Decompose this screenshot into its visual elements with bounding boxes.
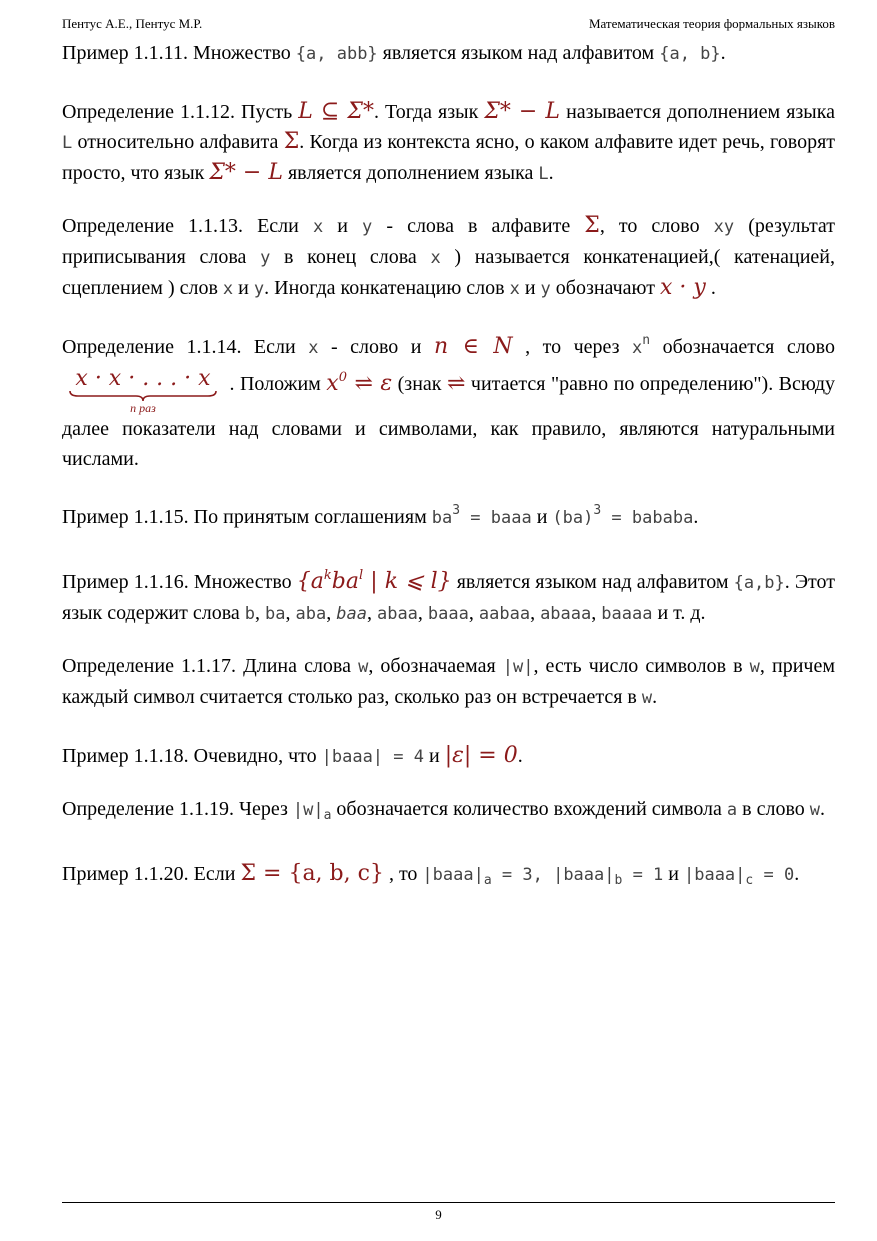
formula: n ∈ N xyxy=(433,334,513,359)
formula: Σ xyxy=(584,213,600,238)
formula: x · y xyxy=(659,275,706,300)
formula: Σ* − L xyxy=(484,99,561,124)
formula: |ε| = 0 xyxy=(444,743,518,768)
example-1-1-15: Пример 1.1.15. По принятым соглашениям $ba^3$ = baaa и (ba)$^3$ = bababa. xyxy=(62,503,699,528)
example-1-1-18: Пример 1.1.18. Очевидно, что |baaa| = 4 и |ε| = 0. xyxy=(62,743,523,768)
definition-1-1-12: Определение 1.1.12. Пусть L ⊆ Σ*. Тогда язык Σ* − L называется дополнением языка L относительно алфавита Σ. Когда из контекста ясно, о каком алфавите идет речь, говорят просто, что язык Σ* − L является дополнением языка L. xyxy=(62,99,836,185)
definition-1-1-14: Определение 1.1.14. Если x - слово и n ∈ N , то через $x^n$ обозначается слово x · x · . . . · x n раз . Положим $x^0$ ⇌ ε (знак ⇌ читается "равно по определению"). Всюду далее показатели над словами и символами, как правило, являются натуральными числами. xyxy=(62,333,836,470)
definition-1-1-13: Определение 1.1.13. Если x и y - слова в алфавите Σ, то слово xy (результат приписывания слова y в конец слова x ) называется конкатенацией,( катенацией, сцеплением ) слов x и y. Иногда конкатенацию слов x и y обозначают x · y . xyxy=(62,213,836,300)
example-1-1-11: Пример 1.1.11. Множество {a, abb} является языком над алфавитом {a, b}. xyxy=(62,42,726,64)
definition-1-1-17: Определение 1.1.17. Длина слова w, обозначаемая |w|, есть число символов в w, причем каждый символ считается столько раз, сколько раз он встречается в w. xyxy=(62,655,835,708)
underbrace-formula: x · x · . . . · x n раз xyxy=(68,368,218,414)
formula: {$a^kba^l$ | k ⩽ l} xyxy=(296,568,452,594)
header-authors: Пентус А.Е., Пентус М.Р. xyxy=(62,16,203,31)
formula: Σ = {a, b, c} xyxy=(240,861,384,886)
definition-1-1-19: Определение 1.1.19. Через $|w|_a$ обозначается количество вхождений символа a в слово w. xyxy=(62,798,826,823)
formula: ⇌ xyxy=(447,371,466,396)
example-1-1-20: Пример 1.1.20. Если Σ = {a, b, c} , то $|baaa|_a = 3$, $|baaa|_b = 1$ и $|baaa|_c = 0$. xyxy=(62,861,800,888)
formula: x xyxy=(326,371,339,396)
header-title: Математическая теория формальных языков xyxy=(588,16,835,31)
example-1-1-16: Пример 1.1.16. Множество {$a^kba^l$ | k ⩽ l} является языком над алфавитом {a,b}. Этот язык содержит слова b, ba, aba, baa, abaa, baaa, aabaa, abaaa, baaaa и т. д. xyxy=(62,568,835,624)
page-header xyxy=(62,16,835,32)
document-body xyxy=(62,38,835,896)
formula: Σ xyxy=(283,129,300,154)
formula: Σ* − L xyxy=(209,160,283,185)
formula: L ⊆ Σ* xyxy=(298,99,374,124)
footer-divider xyxy=(62,1202,835,1203)
page-number: 9 xyxy=(435,1207,442,1222)
